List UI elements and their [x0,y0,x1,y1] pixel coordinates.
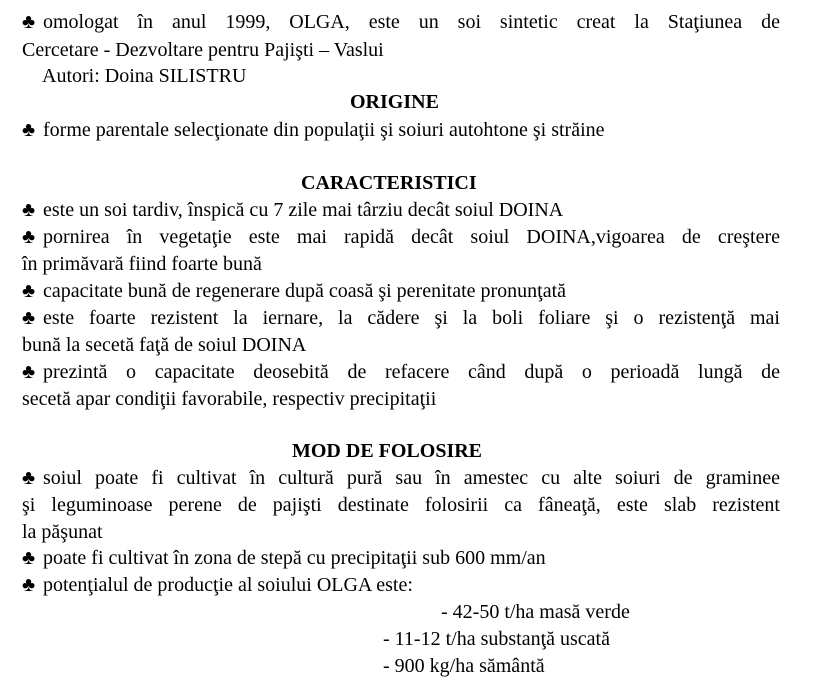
intro-line-1 [22,10,780,34]
folosire-item-3: ♣ potenţialul de producţie al soiului OLGA este: [22,574,413,596]
club-bullet-icon: ♣ [22,361,36,383]
club-bullet-icon: ♣ [22,547,36,569]
caracteristici-item-4-cont: bună la secetă faţă de soiul DOINA [22,334,307,356]
caracteristici-item-2-cont: în primăvară fiind foarte bună [22,253,262,275]
yield-line-3: - 900 kg/ha sământă [383,655,545,677]
club-bullet-icon: ♣ [22,574,36,596]
yield-line-1: - 42-50 t/ha masă verde [441,601,630,623]
yield-line-2: - 11-12 t/ha substanţă uscată [383,628,610,650]
club-bullet-icon: ♣ [22,307,36,329]
section-heading-caracteristici: CARACTERISTICI [301,172,477,194]
origine-item-1: ♣ forme parentale selecţionate din populaţii şi soiuri autohtone şi străine [22,119,605,141]
caracteristici-item-5-cont: secetă apar condiţii favorabile, respectiv precipitaţii [22,388,437,410]
club-bullet-icon: ♣ [22,467,36,489]
club-bullet-icon: ♣ [22,11,36,33]
caracteristici-item-2: ♣ pornirea în vegetaţie este mai rapidă decât soiul DOINA,vigoarea de creştere [22,226,780,248]
folosire-item-2: ♣ poate fi cultivat în zona de stepă cu precipitaţii sub 600 mm/an [22,547,546,569]
club-bullet-icon: ♣ [22,199,36,221]
folosire-item-1: ♣ soiul poate fi cultivat în cultură pură sau în amestec cu alte soiuri de graminee [22,467,780,489]
section-heading-mod-folosire: MOD DE FOLOSIRE [292,440,483,462]
caracteristici-item-4: ♣ este foarte rezistent la iernare, la cădere şi la boli foliare şi o rezistenţă mai [22,307,780,329]
club-bullet-icon: ♣ [22,226,36,248]
authors-line: Autori: Doina SILISTRU [42,65,247,87]
folosire-item-1-cont: şi leguminoase perene de pajişti destinate folosirii ca fâneaţă, este slab rezistent [22,494,780,516]
folosire-item-1-cont-2: la păşunat [22,521,103,543]
caracteristici-item-5: ♣ prezintă o capacitate deosebită de refacere când după o perioadă lungă de [22,361,780,383]
club-bullet-icon: ♣ [22,280,36,302]
club-bullet-icon: ♣ [22,119,36,141]
intro-text-1: omologat în anul 1999, OLGA, este un soi sintetic creat la Staţiunea de [43,11,780,33]
section-heading-origine: ORIGINE [350,91,439,113]
caracteristici-item-3: ♣ capacitate bună de regenerare după coasă şi perenitate pronunţată [22,280,567,302]
intro-line-2: Cercetare - Dezvoltare pentru Pajişti – Vaslui [22,39,384,61]
caracteristici-item-1: ♣ este un soi tardiv, înspică cu 7 zile mai târziu decât soiul DOINA [22,199,564,221]
